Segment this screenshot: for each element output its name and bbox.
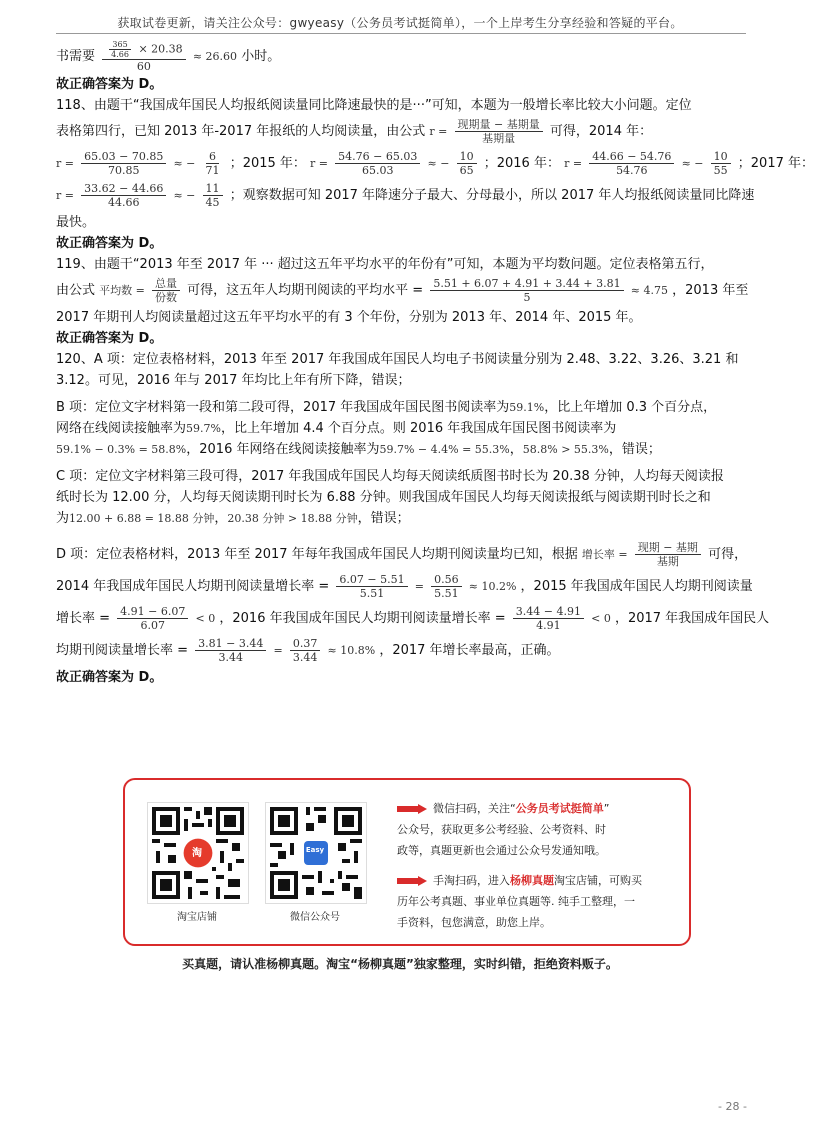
answer-line: 故正确答案为 D。 bbox=[56, 331, 163, 346]
page-header: 获取试卷更新，请关注公众号：gwyeasy（公务员考试挺简单），一个上岸考生分享经验和答疑的平台。 bbox=[117, 16, 683, 30]
answer-line: 故正确答案为 D。 bbox=[56, 670, 163, 685]
promo-box bbox=[123, 778, 691, 946]
answer-line: 故正确答案为 D。 bbox=[56, 77, 163, 92]
fraction: $\frac{365}{4.66}$ × 20.38 60 bbox=[102, 40, 186, 73]
q120-c-line-2: 纸时长为 12.00 分，人均每天阅读期刊时长为 6.88 分钟。则我国成年国民人均每天阅读报纸与阅读期刊时长之和 bbox=[56, 490, 711, 505]
calc-line bbox=[56, 40, 748, 74]
official-account-name[interactable]: 公务员考试挺简单 bbox=[515, 802, 604, 815]
document-body bbox=[56, 40, 814, 688]
q120-b-line-3: 59.1% − 0.3% = 58.8%，2016 年网络在线阅读接触率为59.7% − 4.4% = 55.3%，58.8% > 55.3%，错误； bbox=[56, 442, 661, 457]
q118-line-3: r = $\frac{65.03 - 70.85}{70.85}$ ≈ − $\frac{6}{71}$ ；2015 年： r = $\frac{54.76 - 65.03}{65.03}$ ≈ − $\frac{10}{65}$ ；2016 年： r = $\frac{44.66 - 54.76}{54.76}$ ≈ − $\frac{10}{55}$ ；2017 年： bbox=[56, 150, 814, 177]
q119-line-1: 119、由题干“2013 年至 2017 年 ··· 超过这五年平均水平的年份有”可知，本题为平均数问题。定位表格第五行， bbox=[56, 257, 714, 272]
q120-d-line-2: 2014 年我国成年国民人均期刊阅读量增长率 = $\frac{6.07 - 5.51}{5.51}$ = $\frac{0.56}{5.51}$ ≈ 10.2% ，2015 年我国成年国民人均期刊阅读量 bbox=[56, 573, 753, 600]
growth-formula: $\frac{\text{现期量 − 基期量}}{\text{基期量}}$ bbox=[455, 118, 543, 145]
taobao-badge-text: 淘 bbox=[192, 848, 202, 859]
easy-badge-text: Easy bbox=[305, 846, 325, 854]
q118-line-2: 表格第四行，已知 2013 年-2017 年报纸的人均阅读量，由公式 r = $\frac{\text{现期量 − 基期量}}{\text{基期量}}$ 可得，2014 年： bbox=[56, 118, 653, 145]
inner-fraction: $\frac{365}{4.66}$ bbox=[111, 40, 129, 59]
q119-line-3: 2017 年期刊人均阅读量超过这五年平均水平的有 3 个年份，分别为 2013 年、2014 年、2015 年。 bbox=[56, 310, 642, 325]
answer-line: 故正确答案为 D。 bbox=[56, 236, 163, 251]
header-divider bbox=[56, 33, 746, 34]
q118-line-5: 最快。 bbox=[56, 215, 96, 230]
q119-line-2: 由公式 平均数 = $\frac{\text{总量}}{\text{份数}}$ 可得，这五年人均期刊阅读的平均水平 = $\frac{5.51 + 6.07 + 4.91 + 3.44 + 3.81}{5}$ ≈ 4.75 ，2013 年至 bbox=[56, 277, 749, 304]
arrow-icon bbox=[397, 876, 427, 886]
text-span: 书需要 bbox=[56, 49, 96, 64]
q120-d-line-4: 均期刊阅读量增长率 = $\frac{3.81 - 3.44}{3.44}$ = $\frac{0.37}{3.44}$ ≈ 10.8% ，2017 年增长率最高，正确。 bbox=[56, 637, 560, 664]
q120-b-line-1: B 项：定位文字材料第一段和第二段可得，2017 年我国成年国民图书阅读率为59.1%，比上年增加 0.3 个百分点， bbox=[56, 400, 717, 415]
footer-slogan: 买真题，请认准杨柳真题。淘宝“杨柳真题”独家整理，实时纠错，拒绝资料贩子。 bbox=[182, 957, 618, 971]
average-fraction: $\frac{5.51 + 6.07 + 4.91 + 3.44 + 3.81}{5}$ bbox=[430, 277, 623, 304]
text-span: 小时。 bbox=[241, 49, 281, 64]
math-value: ≈ 26.60 bbox=[192, 50, 238, 63]
q120-d-line-3: 增长率 = $\frac{4.91 - 6.07}{6.07}$ < 0 ，2016 年我国成年国民人均期刊阅读量增长率 = $\frac{3.44 - 4.91}{4.91}$ < 0 ，2017 年我国成年国民人 bbox=[56, 605, 770, 632]
promo-paragraph-2: 手淘扫码，进入杨柳真题淘宝店铺，可购买 历年公考真题、事业单位真题等. 纯手工整理，一 手资料，包您满意，助您上岸。 bbox=[397, 874, 642, 929]
qr-label-taobao: 淘宝店铺 bbox=[177, 912, 217, 923]
q118-line-4: r = $\frac{33.62 - 44.66}{44.66}$ ≈ − $\frac{11}{45}$ ；观察数据可知 2017 年降速分子最大、分母最小，所以 2017 年人均报纸阅读量同比降速 bbox=[56, 182, 755, 209]
page-number: - 28 - bbox=[718, 1100, 747, 1113]
q120-c-line-3: 为12.00 + 6.88 = 18.88 分钟，20.38 分钟 > 18.88 分钟，错误； bbox=[56, 511, 410, 526]
shop-name[interactable]: 杨柳真题 bbox=[510, 874, 554, 887]
promo-paragraph-1: 微信扫码，关注“公务员考试挺简单” 公众号，获取更多公考经验、公考资料、时 政等，真题更新也会通过公众号发通知哦。 bbox=[397, 802, 610, 857]
arrow-icon bbox=[397, 804, 427, 814]
q120-c-line-1: C 项：定位文字材料第三段可得，2017 年我国成年国民人均每天阅读纸质图书时长为 20.38 分钟，人均每天阅读报 bbox=[56, 469, 724, 484]
q120-d-line-1: D 项：定位表格材料，2013 年至 2017 年每年我国成年国民人均期刊阅读量均已知，根据 增长率 = $\frac{\text{现期 − 基期}}{\text{基期}}$ 可得， bbox=[56, 541, 748, 568]
q118-line-1: 118、由题干“我国成年国民人均报纸阅读量同比降速最快的是···”可知，本题为一般增长率比较大小问题。定位 bbox=[56, 98, 692, 113]
qr-label-wechat: 微信公众号 bbox=[290, 912, 340, 923]
q120-a-line-1: 120、A 项：定位表格材料，2013 年至 2017 年我国成年国民人均电子书阅读量分别为 2.48、3.22、3.26、3.21 和 bbox=[56, 352, 739, 367]
q120-b-line-2: 网络在线阅读接触率为59.7%，比上年增加 4.4 个百分点。则 2016 年我国成年国民图书阅读率为 bbox=[56, 421, 617, 436]
q120-a-line-2: 3.12。可见，2016 年与 2017 年均比上年有所下降，错误； bbox=[56, 373, 411, 388]
